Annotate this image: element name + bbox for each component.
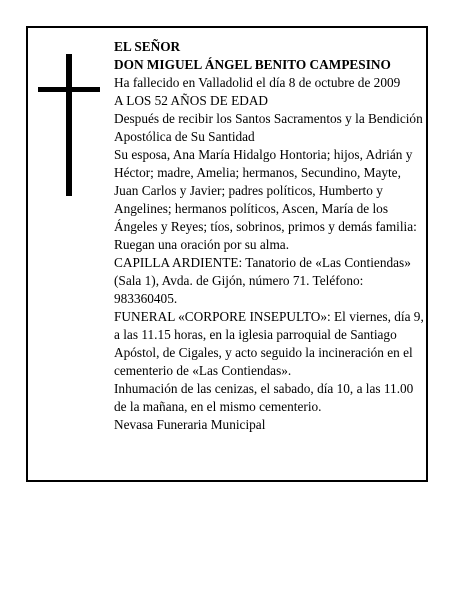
prayer-request: Ruegan una oración por su alma. (114, 237, 290, 252)
chapel-info: CAPILLA ARDIENTE: Tanatorio de «Las Contiendas» (Sala 1), Avda. de Gijón, número 71. Teléfono: 983360405. (114, 255, 411, 306)
notice-title: EL SEÑOR (114, 39, 181, 54)
notice-text (114, 38, 424, 434)
deceased-name: DON MIGUEL ÁNGEL BENITO CAMPESINO (114, 57, 391, 72)
funeral-home: Nevasa Funeraria Municipal (114, 417, 266, 432)
cross-horizontal-bar (38, 87, 100, 92)
family-list: Su esposa, Ana María Hidalgo Hontoria; hijos, Adrián y Héctor; madre, Amelia; hermanos, Secundino, Mayte, Juan Carlos y Javier; padres políticos, Humberto y Angelines; hermanos políticos, Ascen, María de los Ángeles y Reyes; tíos, sobrinos, primos y demás familia: (114, 147, 417, 234)
funeral-info: FUNERAL «CORPORE INSEPULTO»: El viernes, día 9, a las 11.15 horas, en la iglesia parroquial de Santiago Apóstol, de Cigales, y acto seguido la incineración en el cementerio de «Las Contiendas». (114, 309, 424, 378)
sacraments-line: Después de recibir los Santos Sacramentos y la Bendición Apostólica de Su Santidad (114, 111, 423, 144)
age-line: A LOS 52 AÑOS DE EDAD (114, 93, 269, 108)
burial-info: Inhumación de las cenizas, el sabado, día 10, a las 11.00 de la mañana, en el mismo cementerio. (114, 381, 414, 414)
death-statement: Ha fallecido en Valladolid el día 8 de octubre de 2009 (114, 75, 401, 90)
cross-vertical-bar (66, 54, 72, 196)
cross-icon (38, 54, 100, 196)
